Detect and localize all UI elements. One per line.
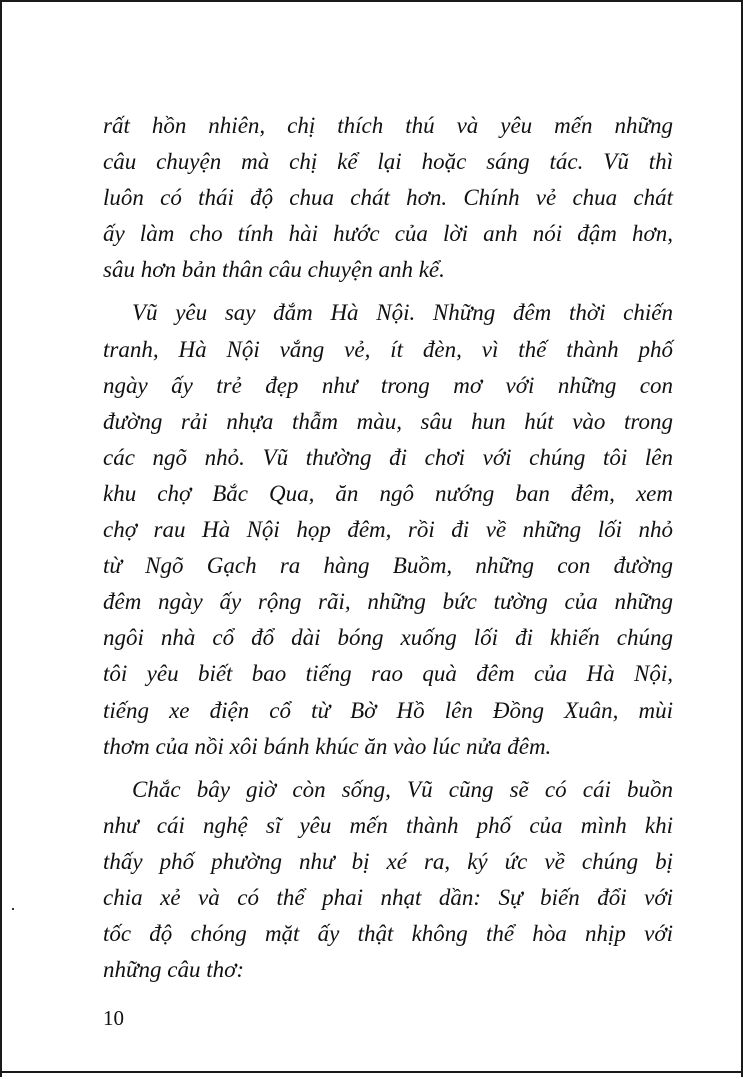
text-line: ngôi nhà cổ đổ dài bóng xuống lối đi khiến chúng xyxy=(103,625,673,651)
text-line: thấy phố phường như bị xé ra, ký ức về chúng bị xyxy=(103,848,673,874)
text-line: Vũ yêu say đắm Hà Nội. Những đêm thời chiến xyxy=(132,300,673,326)
text-line: chợ rau Hà Nội họp đêm, rồi đi về những lối nhỏ xyxy=(103,517,673,543)
body-text xyxy=(103,108,673,988)
text-line: đường rải nhựa thẫm màu, sâu hun hút vào trong xyxy=(103,408,673,434)
page-number: 10 xyxy=(103,1006,124,1030)
text-line: khu chợ Bắc Qua, ăn ngô nướng ban đêm, xem xyxy=(103,480,673,506)
text-line: từ Ngõ Gạch ra hàng Buồm, những con đường xyxy=(103,553,673,579)
text-line: chia xẻ và có thể phai nhạt dần: Sự biến đổi với xyxy=(103,884,673,910)
text-line: sâu hơn bản thân câu chuyện anh kể. xyxy=(103,257,445,283)
paragraph-3 xyxy=(103,772,673,989)
text-line: tốc độ chóng mặt ấy thật không thể hòa nhịp với xyxy=(103,921,673,947)
text-line: tôi yêu biết bao tiếng rao quà đêm của Hà Nội, xyxy=(103,661,673,687)
text-line: Chắc bây giờ còn sống, Vũ cũng sẽ có cái buồn xyxy=(132,776,673,802)
bottom-rule xyxy=(0,1071,743,1073)
text-line: ngày ấy trẻ đẹp như trong mơ với những con xyxy=(103,372,673,398)
text-line: đêm ngày ấy rộng rãi, những bức tường của những xyxy=(103,589,673,615)
text-line: luôn có thái độ chua chát hơn. Chính vẻ chua chát xyxy=(103,185,673,211)
scan-speck xyxy=(12,908,14,910)
paragraph-2 xyxy=(103,295,673,764)
text-line: ấy làm cho tính hài hước của lời anh nói đậm hơn, xyxy=(103,221,673,247)
text-line: thơm của nồi xôi bánh khúc ăn vào lúc nửa đêm. xyxy=(103,733,552,759)
paragraph-1 xyxy=(103,108,673,288)
text-line: tranh, Hà Nội vắng vẻ, ít đèn, vì thế thành phố xyxy=(103,336,673,362)
text-line: những câu thơ: xyxy=(103,957,245,983)
text-line: tiếng xe điện cổ từ Bờ Hồ lên Đồng Xuân, mùi xyxy=(103,697,673,723)
text-line: rất hồn nhiên, chị thích thú và yêu mến những xyxy=(103,113,673,138)
text-line: câu chuyện mà chị kể lại hoặc sáng tác. Vũ thì xyxy=(103,149,673,175)
text-line: các ngõ nhỏ. Vũ thường đi chơi với chúng tôi lên xyxy=(103,444,673,470)
text-line: như cái nghệ sĩ yêu mến thành phố của mình khi xyxy=(103,812,673,838)
